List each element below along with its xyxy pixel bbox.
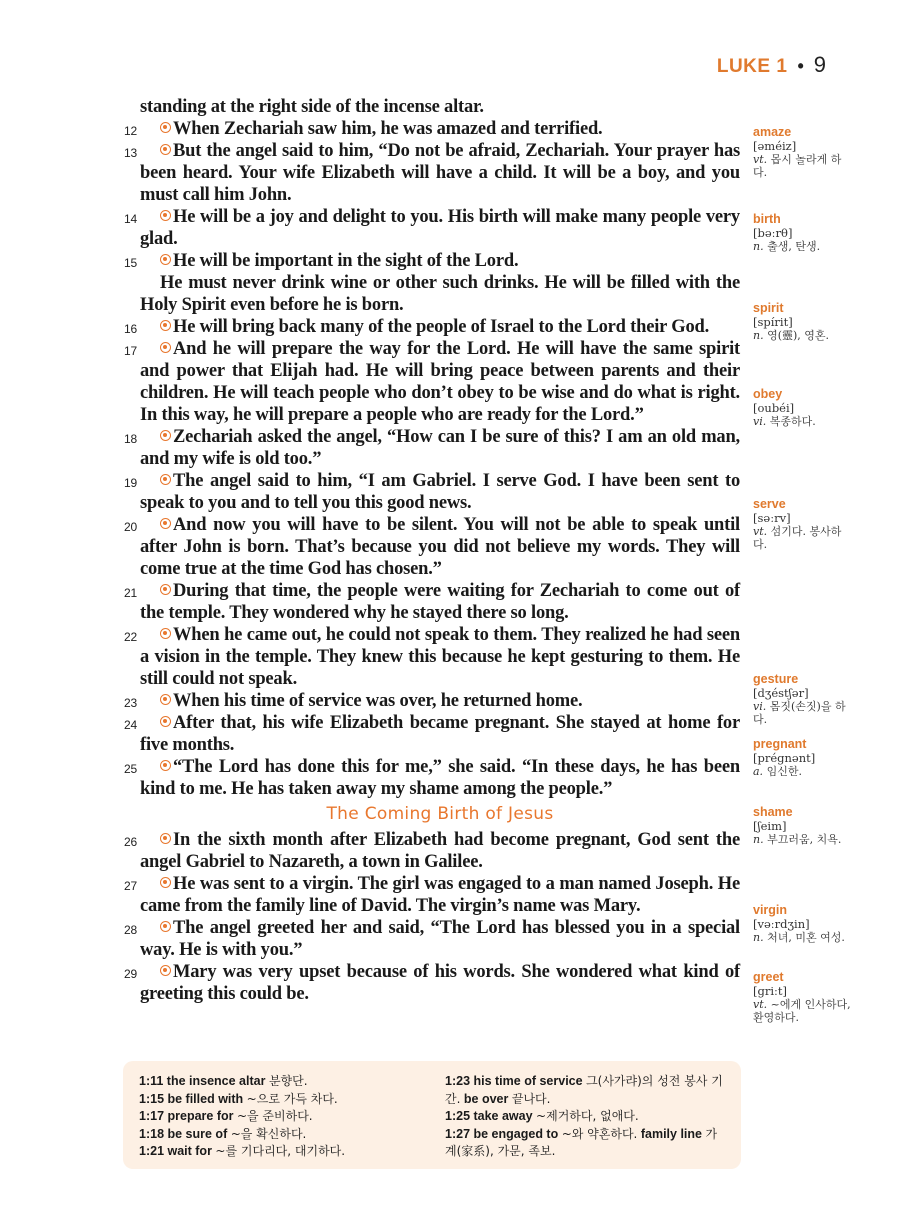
verse-bullet-icon	[160, 122, 171, 133]
verse-number: 24	[124, 718, 137, 732]
verse-28: 28 The angel greeted her and said, “The Lord has blessed you in a special way. He is with you.”	[124, 918, 740, 960]
verse-number: 18	[124, 432, 137, 446]
verse-12: 12 When Zechariah saw him, he was amazed and terrified.	[140, 118, 740, 140]
verse-number: 25	[124, 762, 137, 776]
glossary-spirit: spirit [spírit] n. 영(靈), 영혼.	[753, 301, 830, 342]
verse-bullet-icon	[160, 320, 171, 331]
verse-bullet-icon	[160, 254, 171, 265]
glossary-obey: obey [oubéi] vi. 복종하다.	[753, 387, 816, 428]
verse-23: 23 When his time of service was over, he returned home.	[140, 690, 740, 712]
verse-18: 18 Zechariah asked the angel, “How can I be sure of this? I am an old man, and my wife is old too.”	[124, 427, 740, 469]
verse-number: 23	[124, 696, 137, 710]
verse-bullet-icon	[160, 921, 171, 932]
verse-22: 22 When he came out, he could not speak to them. They realized he had seen a vision in the temple. They knew this because he kept gesturing to them. He still could not speak.	[124, 625, 740, 689]
running-head	[717, 52, 826, 78]
notes-right-column	[445, 1073, 727, 1169]
verse-continuation: standing at the right side of the incense altar.	[140, 97, 484, 117]
note-item: 1:21 wait for ~를 기다리다, 대기하다.	[139, 1144, 346, 1158]
verse-19: 19 The angel said to him, “I am Gabriel. I serve God. I have been sent to speak to you and to tell you this good news.	[124, 471, 740, 513]
verse-bullet-icon	[160, 965, 171, 976]
verse-15: 15 He will be important in the sight of the Lord.	[140, 250, 740, 272]
verse-20: 20 And now you will have to be silent. You will not be able to speak until after John is born. That’s because you did not believe my words. They will come true at the time God has chosen.”	[124, 515, 740, 579]
glossary-virgin: virgin [vəːrdʒin] n. 처녀, 미혼 여성.	[753, 903, 845, 944]
note-item: 1:11 the insence altar 분향단.	[139, 1074, 308, 1088]
verse-number: 29	[124, 967, 137, 981]
verse-number: 26	[124, 835, 137, 849]
verse-29: 29 Mary was very upset because of his words. She wondered what kind of greeting this could be.	[124, 962, 740, 1004]
verse-26: 26 In the sixth month after Elizabeth had become pregnant, God sent the angel Gabriel to Nazareth, a town in Galilee.	[124, 830, 740, 872]
verse-17: 17 And he will prepare the way for the Lord. He will have the same spirit and power that Elijah had. He will bring peace between parents and their children. He will teach people who don’t obey to be wise and do what is right. In this way, he will prepare a people who are ready for the Lord.”	[124, 339, 740, 425]
verse-bullet-icon	[160, 144, 171, 155]
verse-bullet-icon	[160, 518, 171, 529]
glossary-shame: shame [ʃeim] n. 부끄러움, 치욕.	[753, 805, 842, 846]
header-separator: •	[797, 56, 804, 76]
verse-bullet-icon	[160, 716, 171, 727]
verse-bullet-icon	[160, 430, 171, 441]
verse-21: 21 During that time, the people were waiting for Zechariah to come out of the temple. They wondered why he stayed there so long.	[124, 581, 740, 623]
verse-bullet-icon	[160, 628, 171, 639]
glossary-serve: serve [səːrv] vt. 섬기다. 봉사하다.	[753, 497, 842, 551]
verse-25: 25 “The Lord has done this for me,” she said. “In these days, he has been kind to me. He has taken away my shame among the people.”	[124, 757, 740, 799]
section-heading: The Coming Birth of Jesus	[326, 804, 554, 824]
page-number: 9	[813, 52, 826, 77]
book-chapter: LUKE 1	[716, 56, 788, 77]
verse-number: 27	[124, 879, 137, 893]
verse-bullet-icon	[160, 474, 171, 485]
glossary-birth: birth [bəːrθ] n. 출생, 탄생.	[753, 212, 821, 253]
verse-27: 27 He was sent to a virgin. The girl was engaged to a man named Joseph. He came from the family line of David. The virgin’s name was Mary.	[124, 874, 740, 916]
verse-bullet-icon	[160, 210, 171, 221]
verse-number: 16	[124, 322, 137, 336]
verse-number: 20	[124, 520, 137, 534]
verse-number: 17	[124, 344, 137, 358]
verse-bullet-icon	[160, 584, 171, 595]
note-item: 1:15 be filled with ~으로 가득 차다.	[139, 1091, 338, 1106]
verse-number: 22	[124, 630, 137, 644]
note-item: 1:25 take away ~제거하다, 없애다.	[445, 1109, 639, 1123]
verse-24: 24 After that, his wife Elizabeth became pregnant. She stayed at home for five months.	[124, 713, 740, 755]
verse-bullet-icon	[160, 342, 171, 353]
scripture-text	[124, 96, 740, 1005]
verse-number: 12	[124, 124, 137, 138]
verse-bullet-icon	[160, 694, 171, 705]
verse-16: 16 He will bring back many of the people of Israel to the Lord their God.	[140, 316, 740, 338]
verse-number: 14	[124, 212, 137, 226]
verse-bullet-icon	[160, 877, 171, 888]
notes-left-column	[139, 1073, 409, 1169]
verse-14: 14 He will be a joy and delight to you. His birth will make many people very glad.	[124, 207, 740, 249]
note-item: 1:27 be engaged to ~와 약혼하다. family line 가계(家系), 가문, 족보.	[445, 1126, 718, 1158]
verse-number: 19	[124, 476, 137, 490]
verse-bullet-icon	[160, 760, 171, 771]
note-item: 1:18 be sure of ~을 확신하다.	[139, 1126, 307, 1141]
verse-bullet-icon	[160, 833, 171, 844]
glossary-gesture: gesture [dʒéstʃər] vi. 몸짓(손짓)을 하다.	[753, 672, 846, 726]
verse-number: 28	[124, 923, 137, 937]
glossary-greet: greet [griːt] vt. ~에게 인사하다, 환영하다.	[753, 970, 851, 1024]
note-item: 1:23 his time of service 그(사가랴)의 성전 봉사 기간. be over 끝나다.	[445, 1074, 723, 1106]
verse-number: 15	[124, 256, 137, 270]
verse-13: 13 But the angel said to him, “Do not be afraid, Zechariah. Your prayer has been heard. Your wife Elizabeth will have a child. It will be a boy, and you must call him John.	[124, 141, 740, 205]
verse-number: 21	[124, 586, 137, 600]
glossary-amaze: amaze [əméiz] vt. 몹시 놀라게 하다.	[753, 125, 842, 179]
verse-15-poetry: He must never drink wine or other such drinks. He will be filled with the Holy Spirit even before he is born.	[140, 273, 740, 315]
glossary-pregnant: pregnant [prégnənt] a. 임신한.	[753, 737, 816, 778]
phrase-notes-box	[123, 1061, 741, 1169]
note-item: 1:17 prepare for ~을 준비하다.	[139, 1109, 313, 1123]
verse-number: 13	[124, 146, 137, 160]
